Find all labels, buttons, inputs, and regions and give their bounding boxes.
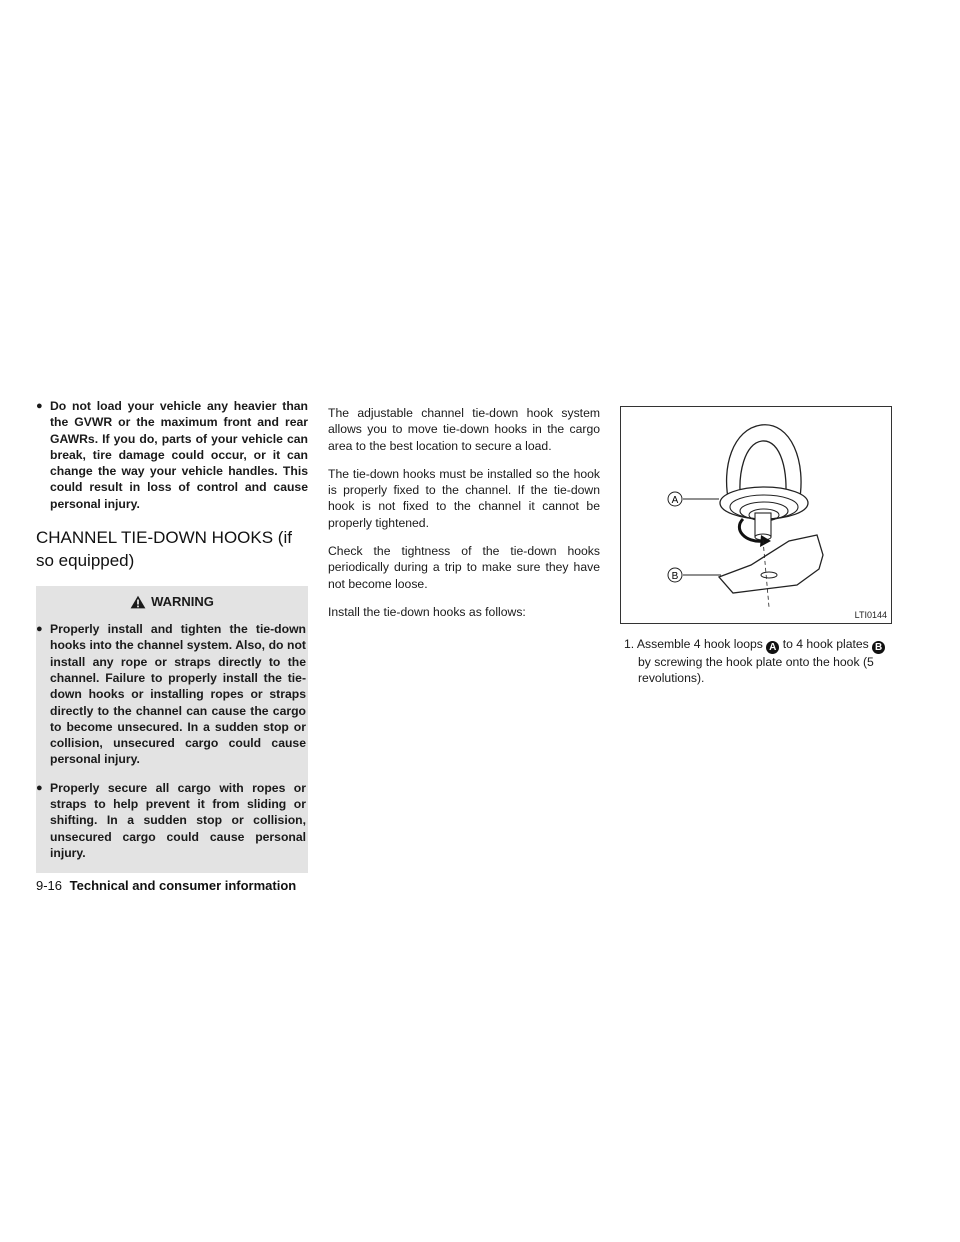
- page-footer: [36, 878, 296, 893]
- warning-header: [36, 594, 308, 609]
- load-warning-bullet: [36, 398, 308, 512]
- body-paragraph: The adjustable channel tie-down hook system allows you to move tie-down hooks in the cargo area to the best location to secure a load.: [328, 406, 600, 453]
- warning-triangle-icon: [130, 595, 146, 609]
- load-warning-text: Do not load your vehicle any heavier than the GVWR or the maximum front and rear GAWRs. If you do, parts of your vehicle can break, tire damage could occur, or it can change the way your vehicle handles. This could result in loss of control and cause personal injury.: [50, 399, 308, 511]
- step-text: to 4 hook plates: [782, 637, 869, 651]
- warning-item: [36, 621, 308, 768]
- footer-section-title: Technical and consumer information: [69, 878, 297, 893]
- label-a: A: [671, 495, 679, 506]
- warning-item-text: Properly secure all cargo with ropes or straps to help prevent it from sliding or shifting. In a sudden stop or collision, unsecured cargo could cause personal injury.: [50, 780, 306, 860]
- warning-item: [36, 780, 308, 861]
- body-paragraph: Install the tie-down hooks as follows:: [328, 604, 526, 619]
- body-paragraph: The tie-down hooks must be installed so the hook is properly fixed to the channel. If the tie-down hook is not fixed to the channel it cannot be properly tightened.: [328, 466, 600, 530]
- page-number: 9-16: [36, 878, 63, 893]
- section-heading: CHANNEL TIE-DOWN HOOKS (if so equipped): [36, 528, 292, 571]
- bullet-icon: ●: [36, 623, 43, 636]
- bullet-icon: ●: [36, 781, 43, 794]
- label-b: B: [671, 571, 679, 582]
- step-text: Assemble 4 hook loops: [636, 637, 763, 651]
- warning-title: WARNING: [151, 594, 214, 610]
- callout-a: A: [766, 641, 779, 654]
- tie-down-hook-illustration: [621, 407, 893, 625]
- step-text: by screwing the hook plate onto the hook (5 revolutions).: [638, 655, 874, 686]
- callout-b: B: [872, 641, 885, 654]
- tie-down-hook-figure: [620, 406, 892, 624]
- warning-box: [36, 586, 308, 873]
- figure-code: LTI0144: [854, 610, 887, 620]
- install-step: [620, 636, 896, 687]
- warning-item-text: Properly install and tighten the tie-down hooks into the channel system. Also, do not install any rope or straps directly to the channel. Failure to properly install the tie-down hooks or installing ropes or straps directly to the channel can cause the cargo to become unsecured. In a sudden stop or collision, unsecured cargo could cause personal injury.: [50, 622, 306, 767]
- bullet-icon: ●: [36, 400, 43, 412]
- left-column: [36, 398, 308, 873]
- right-column: [620, 406, 896, 687]
- body-paragraph: Check the tightness of the tie-down hooks periodically during a trip to make sure they have not become loose.: [328, 544, 600, 591]
- middle-column: [328, 405, 600, 632]
- step-number: 1.: [624, 637, 635, 651]
